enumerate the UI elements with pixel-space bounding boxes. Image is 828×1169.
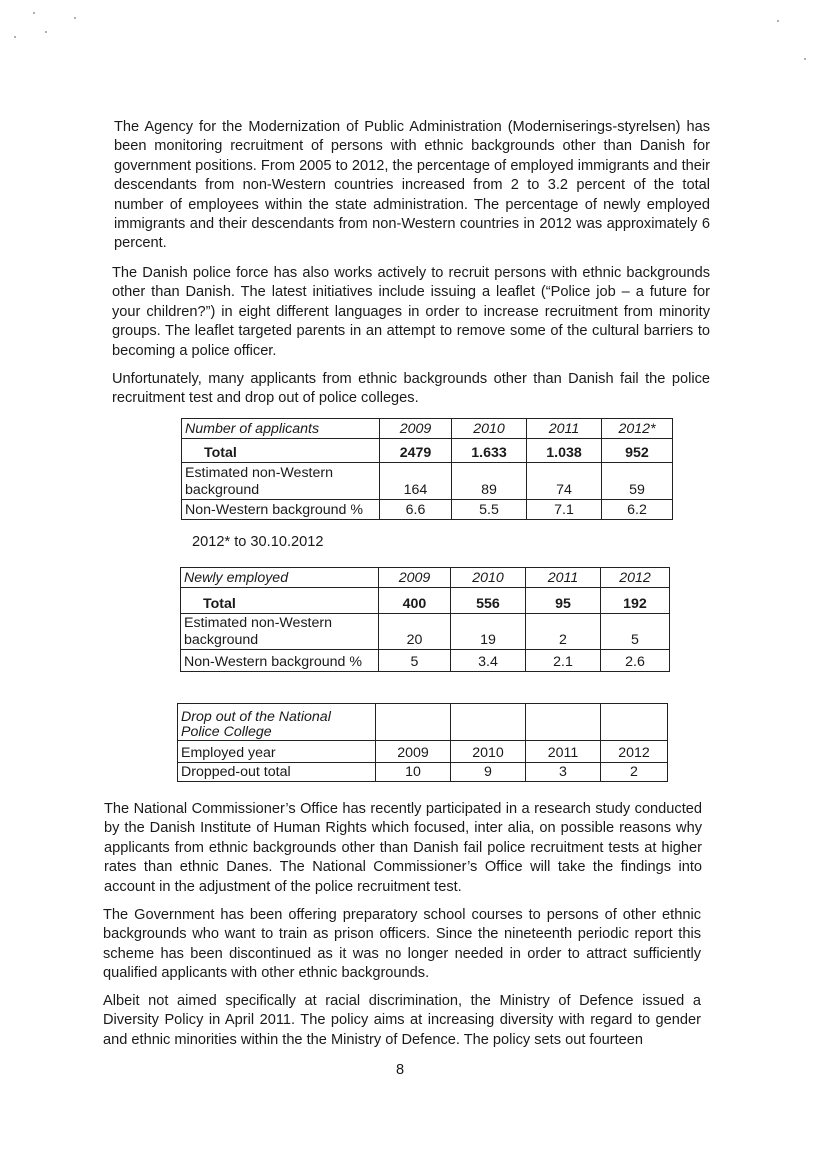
table-cell: 2012 <box>601 741 668 763</box>
table-cell: 5.5 <box>452 500 527 520</box>
table-cell: 164 <box>380 463 452 500</box>
paragraph-modernization-agency: The Agency for the Modernization of Public Administration (Moderniserings-styrelsen) has been monitoring recruitment of persons with ethnic backgrounds other than Danish for government positions. From 2005 to 2012, the percentage of employed immigrants and their descendants from non-Western countries increased from 2 to 3.2 percent of the total number of employees within the state administration. The percentage of newly employed immigrants and their descendants from non-Western countries in 2012 was approximately 6 percent. <box>114 119 710 252</box>
scan-speck <box>14 36 16 38</box>
paragraph-applicants-fail: Unfortunately, many applicants from ethnic backgrounds other than Danish fail the police recruitment test and drop out of police colleges. <box>112 371 710 407</box>
table-header-cell: Number of applicants <box>182 419 380 439</box>
paragraph-police-recruitment: The Danish police force has also works actively to recruit persons with ethnic backgrounds other than Danish. The latest initiatives include issuing a leaflet (“Police job – a future for your children?”) in eight different languages in order to increase recruitment from minority groups. The leaflet targeted parents in an attempt to remove some of the cultural barriers to becoming a police officer. <box>112 265 710 359</box>
table-row <box>178 741 668 763</box>
table-header-row <box>178 704 668 741</box>
table-cell: Total <box>182 439 380 463</box>
table-cell: 2479 <box>380 439 452 463</box>
table-header-cell: 2011 <box>526 568 601 588</box>
table-cell: 2009 <box>376 741 451 763</box>
table-cell: Non-Western background % <box>182 500 380 520</box>
paragraph-diversity-policy: Albeit not aimed specifically at racial discrimination, the Ministry of Defence issued a Diversity Policy in April 2011. The policy aims at increasing diversity with regard to gender and ethnic minorities within the the Ministry of Defence. The policy sets out fourteen <box>103 993 701 1048</box>
table-cell: Employed year <box>178 741 376 763</box>
table-row <box>178 763 668 782</box>
table-header-cell: 2012 <box>601 568 670 588</box>
table-cell: Estimated non-Western background <box>181 614 379 650</box>
table-cell: 5 <box>379 650 451 672</box>
table-row <box>182 500 673 520</box>
table-cell: 74 <box>527 463 602 500</box>
table-header-cell <box>451 704 526 741</box>
table-header-cell: 2009 <box>379 568 451 588</box>
table-header-cell: 2012* <box>602 419 673 439</box>
table-cell: 19 <box>451 614 526 650</box>
table-cell: 2 <box>601 763 668 782</box>
table-header-cell <box>601 704 668 741</box>
table-cell: 7.1 <box>527 500 602 520</box>
table-cell: 10 <box>376 763 451 782</box>
scan-speck <box>74 17 76 19</box>
table-cell: 3 <box>526 763 601 782</box>
table-cell: Dropped-out total <box>178 763 376 782</box>
table-cell: Total <box>181 588 379 614</box>
table-header-row <box>182 419 673 439</box>
applicants-table <box>181 418 673 520</box>
table-cell: 20 <box>379 614 451 650</box>
table-header-cell: 2010 <box>452 419 527 439</box>
table-cell: 89 <box>452 463 527 500</box>
table-row <box>181 650 670 672</box>
table-header-cell: 2011 <box>527 419 602 439</box>
page-number: 8 <box>396 1062 405 1078</box>
table-row <box>181 588 670 614</box>
table-cell: 3.4 <box>451 650 526 672</box>
dropout-table <box>177 703 668 782</box>
table-cell: 2.1 <box>526 650 601 672</box>
scan-speck <box>804 58 806 60</box>
table-cell: 192 <box>601 588 670 614</box>
paragraph-commissioner-study: The National Commissioner’s Office has recently participated in a research study conducted by the Danish Institute of Human Rights which focused, inter alia, on possible reasons why applicants from ethnic backgrounds other than Danish fail police recruitment tests at higher rates than ethnic Danes. The National Commissioner’s Office will take the findings into account in the adjustment of the police recruitment test. <box>104 801 702 895</box>
table-cell: 556 <box>451 588 526 614</box>
table-cell: 2.6 <box>601 650 670 672</box>
table-cell: 400 <box>379 588 451 614</box>
table-row <box>182 463 673 500</box>
table-footnote: 2012* to 30.10.2012 <box>192 534 324 550</box>
table-cell: 2011 <box>526 741 601 763</box>
table-cell: 2 <box>526 614 601 650</box>
table-cell: 6.6 <box>380 500 452 520</box>
table-cell: 59 <box>602 463 673 500</box>
table-cell: 5 <box>601 614 670 650</box>
table-cell: 9 <box>451 763 526 782</box>
table-header-cell: 2009 <box>380 419 452 439</box>
paragraph-prison-officer-courses: The Government has been offering preparatory school courses to persons of other ethnic backgrounds who want to train as prison officers. Since the nineteenth periodic report this scheme has been discontinued as it was no longer needed in order to attract sufficiently qualified applicants with other ethnic backgrounds. <box>103 907 701 982</box>
table-header-cell: Drop out of the National Police College <box>178 704 376 741</box>
table-row <box>181 614 670 650</box>
table-cell: 1.038 <box>527 439 602 463</box>
table-cell: 952 <box>602 439 673 463</box>
table-header-cell: Newly employed <box>181 568 379 588</box>
scan-speck <box>45 31 47 33</box>
table-header-cell <box>526 704 601 741</box>
table-cell: 95 <box>526 588 601 614</box>
newly-employed-table <box>180 567 670 672</box>
table-cell: Non-Western background % <box>181 650 379 672</box>
table-cell: 1.633 <box>452 439 527 463</box>
scan-speck <box>33 12 35 14</box>
table-header-cell <box>376 704 451 741</box>
table-cell: 2010 <box>451 741 526 763</box>
table-cell: 6.2 <box>602 500 673 520</box>
scan-speck <box>777 20 779 22</box>
table-row <box>182 439 673 463</box>
table-header-row <box>181 568 670 588</box>
table-cell: Estimated non-Western background <box>182 463 380 500</box>
table-header-cell: 2010 <box>451 568 526 588</box>
